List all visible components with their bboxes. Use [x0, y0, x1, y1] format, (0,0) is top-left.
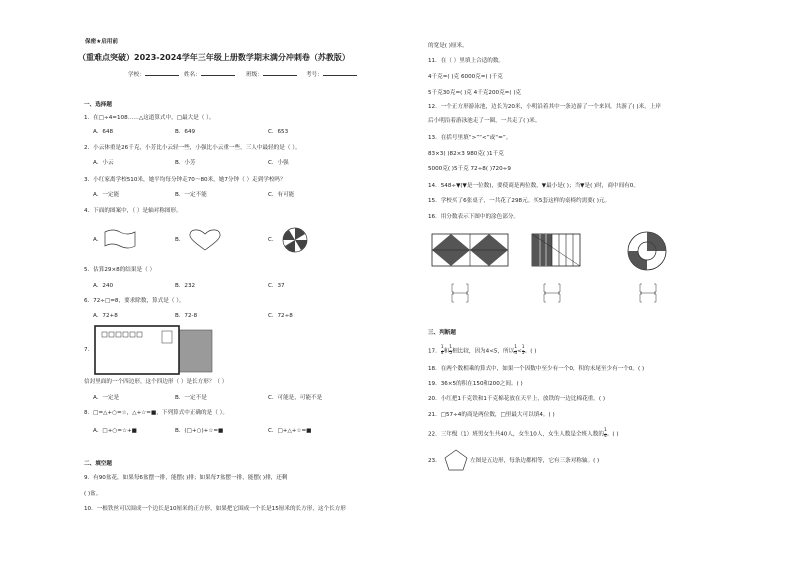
pinwheel-shape-image — [281, 226, 309, 254]
q3-option-c[interactable]: C．有可能 — [268, 192, 295, 198]
question-2: 2．小云体重是26千克，小芳比小云轻一些，小强比小云重一些，三人中最轻的是（ ）。 — [84, 145, 301, 151]
question-23-number: 23． — [428, 458, 441, 464]
q2-option-c[interactable]: C．小强 — [268, 160, 289, 166]
q16-answer-3[interactable] — [638, 282, 658, 304]
question-12: 12．一个正方形游泳池，边长为20米，小明沿着其中一条边游了一个来回，共游了( )米，上岸 — [428, 104, 661, 110]
q8-option-b[interactable]: B．(□+○)+☆=■ — [175, 428, 224, 434]
paper-title: （重难点突破）2023-2024学年三年级上册数学期末满分冲刺卷（苏教版） — [78, 53, 350, 62]
section-fill-blank: 二、填空题 — [84, 461, 112, 467]
question-12-continued: 后小明沿着游泳池走了一圈，一共走了( )米。 — [428, 118, 541, 124]
q1-option-c[interactable]: C．653 — [268, 129, 289, 135]
section-choice: 一、选择题 — [84, 102, 112, 108]
question-15: 15．学校买了6张桌子，一共花了298元。买5套这样的桌椅约需要( )元。 — [428, 198, 611, 204]
school-field[interactable]: 学校： — [128, 70, 179, 79]
question-7-number: 7． — [84, 347, 94, 353]
q7-option-a[interactable]: A．一定是 — [93, 395, 120, 401]
question-4: 4．下面的图案中，（ ）是轴对称图形。 — [84, 208, 182, 214]
envelope-image — [94, 324, 214, 376]
q8-option-a[interactable]: A．□+○=☆+■ — [93, 428, 137, 434]
q4-option-c[interactable]: C． — [268, 237, 278, 243]
q5-option-a[interactable]: A．240 — [93, 283, 114, 289]
question-9-continued: ( )盆。 — [84, 491, 102, 497]
q7-option-b[interactable]: B．一定不是 — [175, 395, 207, 401]
question-23: 左图是五边形，每条边都相等，它有三条对称轴。( ) — [470, 458, 600, 464]
q16-answer-2[interactable] — [542, 282, 562, 304]
q1-option-a[interactable]: A．648 — [93, 129, 114, 135]
rhombus-figure — [430, 232, 510, 268]
question-10-continued: 的宽是( )厘米。 — [428, 43, 468, 49]
q16-answer-1[interactable] — [450, 282, 470, 304]
question-18: 18．在两个数相乘的算式中，如果一个因数中至少有一个0，积的末尾至少有一个0。( ) — [428, 366, 645, 372]
q2-option-b[interactable]: B．小芳 — [175, 160, 196, 166]
question-11-row-1: 4千克=( )克 6000克=( )千克 — [428, 74, 503, 80]
q5-option-c[interactable]: C．37 — [268, 283, 285, 289]
q8-option-c[interactable]: C．□+△+☆=■ — [268, 428, 312, 434]
question-13: 13．在括号里填“>”“<”或“=”。 — [428, 135, 512, 141]
pentagon-image — [443, 448, 469, 472]
flag-shape-image — [103, 228, 137, 250]
question-7: 信封里面的一个四边形，这个四边形（ ）是长方形？（ ） — [84, 379, 228, 385]
circle-quarters-figure — [626, 230, 668, 272]
question-14: 14．548÷▼(▼是一位数)，要使商是两位数，▼最小是( )；当▼是( )时，商中间有0。 — [428, 183, 639, 189]
question-20: 20．小红把1千克铁和1千克棉花放在天平上，放铁的一边比棉花重。( ) — [428, 396, 606, 402]
heart-shape-image — [188, 228, 222, 252]
question-1: 1．在□÷4=108……△这道算式中，□最大是（ ）。 — [84, 115, 215, 121]
question-10: 10．一根铁丝可以围成一个边长是10厘米的正方形，如果把它围成一个长是15厘米的长方形，这个长方形 — [84, 506, 346, 512]
q6-option-c[interactable]: C．72÷8 — [268, 313, 293, 319]
q4-option-b[interactable]: B． — [175, 237, 185, 243]
question-11: 11．在（ ）里填上合适的数。 — [428, 58, 505, 64]
name-field[interactable]: 姓名： — [184, 70, 235, 79]
exam-no-field[interactable]: 考号： — [306, 70, 357, 79]
question-17: 17． $\frac{1}{4}$ 和 $\frac{1}{5}$ 相比较，因为4<5，所以 $\frac{1}{4}$ < $\frac{1}{5}$ 。( ) — [428, 345, 537, 356]
question-6: 6．72÷□=8，要求除数，算式是（ ）。 — [84, 298, 185, 304]
q2-option-a[interactable]: A．小云 — [93, 160, 114, 166]
section-judgement: 三、判断题 — [428, 330, 456, 336]
q6-option-a[interactable]: A．72+8 — [93, 313, 118, 319]
class-field[interactable]: 班级： — [246, 70, 297, 79]
question-19: 19．36×5的积在150和200之间。( ) — [428, 381, 523, 387]
secret-label: 保密★启用前 — [85, 39, 118, 45]
question-13-row-2: 5000克( )5千克 72÷8( )720÷9 — [428, 166, 511, 172]
q3-option-a[interactable]: A．一定能 — [93, 192, 120, 198]
question-9: 9．有90盆花，如果每6盆摆一排，能摆( )排；如果每7盆摆一排，能摆( )排，还剩 — [84, 475, 288, 481]
question-21: 21．□57÷4的商是两位数，□里最大可以填4。( ) — [428, 412, 555, 418]
q3-option-b[interactable]: B．一定不能 — [175, 192, 207, 198]
question-11-row-2: 5千克30克=( )克 4千克200克=( )克 — [428, 90, 522, 96]
question-8: 8．□=△+○=☆，△+☆=■，下列算式中正确的是（ ）。 — [84, 410, 228, 416]
question-13-row-1: 83×3( )82×3 980克( )1千克 — [428, 151, 504, 157]
q6-option-b[interactable]: B．72-8 — [175, 313, 198, 319]
q5-option-b[interactable]: B．232 — [175, 283, 196, 289]
question-22: 22．三年级（1）班男女生共40人，女生10人，女生人数是全班人数的 $\frac{1}{4}$ 。( ) — [428, 428, 619, 439]
question-16: 16．用分数表示下图中的涂色部分。 — [428, 214, 520, 220]
question-5: 5．估算29×8的结果是（ ） — [84, 267, 156, 273]
question-3: 3．小红家离学校510米，她平均每分钟走70～80米，她7分钟（ ）走到学校吗？ — [84, 177, 286, 183]
q7-option-c[interactable]: C．可能是，可能不是 — [268, 395, 323, 401]
q4-option-a[interactable]: A． — [93, 237, 103, 243]
q1-option-b[interactable]: B．649 — [175, 129, 196, 135]
striped-rectangle-figure — [530, 232, 582, 268]
